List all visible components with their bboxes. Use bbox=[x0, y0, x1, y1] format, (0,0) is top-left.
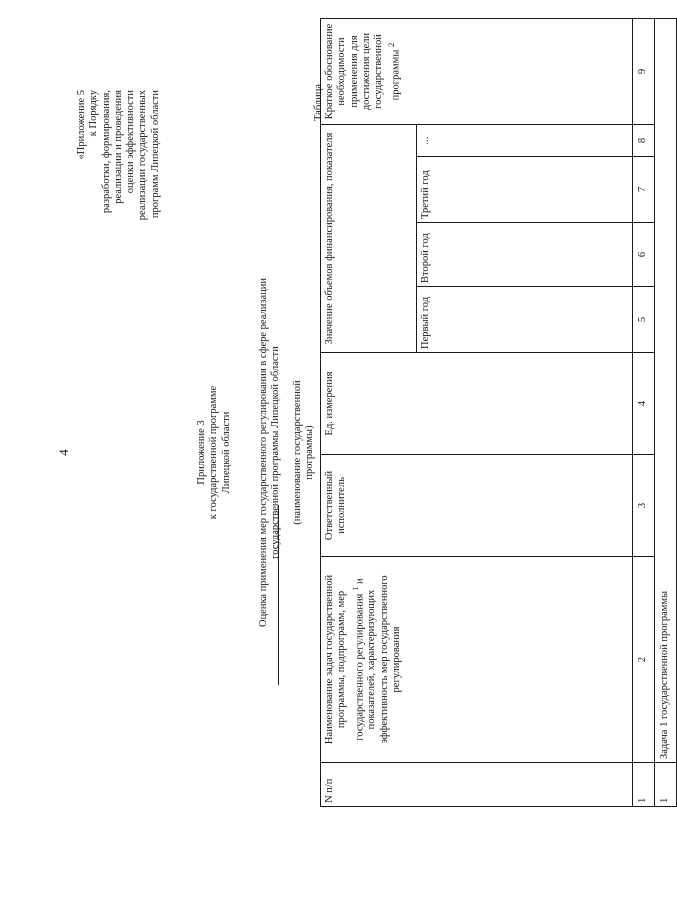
appendix5-line: разработки, формирования, bbox=[100, 90, 112, 214]
document-title-line1: Оценка применения мер государственного регулирования в сфере реализации bbox=[258, 278, 269, 628]
header-year2: Второй год bbox=[417, 223, 633, 287]
page-number: 4 bbox=[56, 449, 71, 456]
header-name bbox=[321, 557, 633, 763]
col-number: 4 bbox=[633, 353, 655, 455]
appendix3-line: к государственной программе bbox=[208, 385, 220, 520]
col-number: 5 bbox=[633, 287, 655, 353]
appendix5-line: программ Липецкой области bbox=[149, 90, 161, 219]
header-rationale-text: Краткое обоснование необходимости применения для достижения цели государственной программы bbox=[324, 23, 402, 120]
appendix5-line: реализации и проведения bbox=[112, 90, 124, 204]
appendix5-header bbox=[76, 90, 162, 420]
document-title bbox=[258, 0, 283, 905]
col-number: 3 bbox=[633, 455, 655, 557]
col-number: 2 bbox=[633, 557, 655, 763]
appendix5-line: реализации государственных bbox=[137, 90, 149, 221]
header-rationale bbox=[321, 19, 633, 125]
appendix5-line: «Приложение 5 bbox=[76, 90, 87, 160]
document-title-line2: государственной программы Липецкой области bbox=[270, 346, 282, 559]
footnote-2: 2 bbox=[386, 42, 397, 48]
caption-line1: (наименование государственной bbox=[292, 380, 303, 525]
program-name-caption bbox=[292, 0, 317, 905]
header-unit: Ед. измерения bbox=[321, 353, 633, 455]
appendix5-line: оценки эффективности bbox=[125, 90, 137, 194]
col-number: 8 bbox=[633, 125, 655, 157]
appendix5-line: к Порядку bbox=[88, 90, 100, 137]
footnote-1: 1 bbox=[349, 586, 360, 591]
header-funding: Значение объемов финансирования, показателя bbox=[321, 125, 417, 353]
header-num: N п/п bbox=[321, 763, 633, 807]
table-row bbox=[655, 19, 677, 807]
appendix3-line: Приложение 3 bbox=[196, 420, 207, 485]
caption-line2: программы) bbox=[304, 425, 316, 480]
row-number: 1 bbox=[655, 763, 677, 807]
header-year1: Первый год bbox=[417, 287, 633, 353]
appendix3-header bbox=[196, 0, 233, 905]
col-number: 1 bbox=[633, 763, 655, 807]
col-number: 9 bbox=[633, 19, 655, 125]
col-number: 6 bbox=[633, 223, 655, 287]
measures-table bbox=[320, 18, 677, 807]
header-more: ... bbox=[417, 125, 633, 157]
appendix3-line: Липецкой области bbox=[220, 411, 232, 494]
header-executor: Ответственный исполнитель bbox=[321, 455, 633, 557]
program-name-blank-line bbox=[278, 505, 279, 685]
column-number-row bbox=[633, 19, 655, 807]
header-year3: Третий год bbox=[417, 157, 633, 223]
header-name-text-2: и показателей, характеризующих эффективность мер государственного регулирования bbox=[354, 575, 402, 744]
task-cell: Задача 1 государственной программы bbox=[655, 19, 677, 763]
header-name-text: Наименование задач государственной программы, подпрограмм, мер государственного регулирования bbox=[324, 574, 366, 745]
col-number: 7 bbox=[633, 157, 655, 223]
table-label: Таблица bbox=[313, 83, 324, 121]
